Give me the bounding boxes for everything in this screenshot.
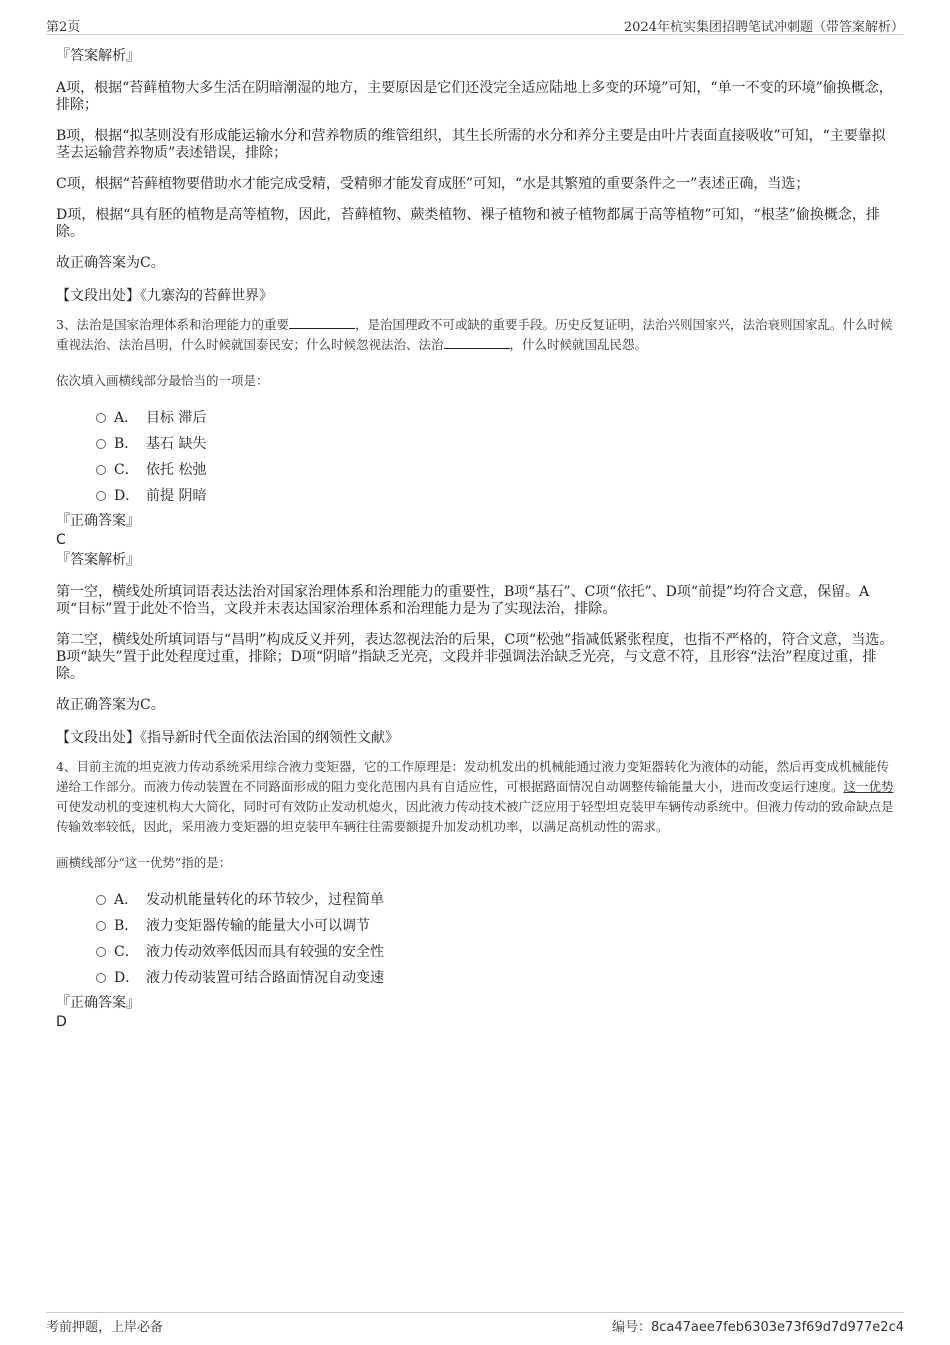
analysis-label: 『答案解析』 [56, 552, 140, 568]
analysis-para: 第一空，横线处所填词语表达法治对国家治理体系和治理能力的重要性，B项“基石”、C项“依托”、D项“前提”均符合文意，保留。A项“目标”置于此处不恰当，文段并未表达国家治理体系和治理能力是为了实现法治，排除。 [56, 584, 870, 617]
stem-part: ，什么时候就国乱民怨。 [509, 337, 648, 352]
source-citation: 【文段出处】《九寨沟的苔藓世界》 [56, 288, 273, 304]
option-list [56, 405, 896, 509]
option-d[interactable] [56, 483, 896, 509]
option-text: 液力传动装置可结合路面情况自动变速 [146, 970, 384, 986]
page-number: 第2页 [46, 20, 81, 35]
source-citation: 【文段出处】《指导新时代全面依法治国的纲领性文献》 [56, 730, 399, 746]
answer-label: 『正确答案』 [56, 513, 140, 529]
underlined-phrase: 这一优势 [843, 779, 894, 794]
analysis-para: C项，根据“苔藓植物要借助水才能完成受精，受精卵才能发育成胚”可知，“水是其繁殖的重要条件之一”表述正确，当选； [56, 176, 810, 192]
option-letter: D． [114, 970, 140, 986]
option-letter: A． [114, 892, 139, 908]
radio-icon[interactable] [96, 439, 106, 449]
fill-blank [444, 336, 510, 349]
document-body [56, 46, 896, 1031]
option-text: 前提 阴暗 [146, 488, 207, 504]
stem-part: 4、目前主流的坦克液力传动系统采用综合液力变矩器，它的工作原理是：发动机发出的机械能通过液力变矩器转化为液体的动能，然后再变成机械能传递给工作部分。而液力传动装置在不同路面形成的阻力变化范围内具有自适应性，可根据路面情况自动调整传输能量大小，进而改变运行速度。 [56, 759, 889, 794]
option-a[interactable] [56, 887, 896, 913]
option-text: 液力传动效率低因而具有较强的安全性 [146, 944, 384, 960]
option-b[interactable] [56, 913, 896, 939]
option-a[interactable] [56, 405, 896, 431]
option-text: 基石 缺失 [146, 436, 207, 452]
correct-answer: C [56, 532, 66, 548]
option-text: 液力变矩器传输的能量大小可以调节 [146, 918, 370, 934]
analysis-label: 『答案解析』 [56, 48, 140, 64]
stem-part: ，是治国理政不可或缺的重要手段。历史反复证明，法治兴则国家兴，法治衰则国家乱。什么时候重视法治、法治昌明，什么时候就国泰民安；什么时候忽视法治、法治 [56, 317, 893, 352]
option-text: 发动机能量转化的环节较少，过程简单 [146, 892, 384, 908]
option-letter: C． [114, 944, 139, 960]
page-header [46, 14, 904, 35]
radio-icon[interactable] [96, 973, 106, 983]
question-prompt: 画横线部分“这一优势”指的是： [56, 855, 232, 870]
question-stem [56, 315, 896, 355]
option-letter: A． [114, 410, 139, 426]
code-label: 编号： [611, 1320, 651, 1335]
question-prompt: 依次填入画横线部分最恰当的一项是： [56, 373, 269, 388]
stem-part: 3、法治是国家治理体系和治理能力的重要 [56, 317, 289, 332]
code-value: 8ca47aee7feb6303e73f69d7d977e2c4 [650, 1320, 904, 1335]
analysis-conclusion: 故正确答案为C。 [56, 255, 165, 271]
option-letter: D． [114, 488, 140, 504]
option-d[interactable] [56, 965, 896, 991]
option-c[interactable] [56, 939, 896, 965]
radio-icon[interactable] [96, 465, 106, 475]
analysis-para: 第二空，横线处所填词语与“昌明”构成反义并列，表达忽视法治的后果，C项“松弛”指减低紧张程度，也指不严格的，符合文意，当选。B项“缺失”置于此处程度过重，排除；D项“阴暗”指缺乏光亮，文段并非强调法治缺乏光亮，与文意不符，且形容“法治”程度过重，排除。 [56, 632, 894, 682]
option-letter: B． [114, 918, 139, 934]
option-text: 目标 滞后 [146, 410, 207, 426]
page-footer [46, 1312, 904, 1333]
document-code [612, 1316, 904, 1335]
question-stem [56, 757, 896, 837]
radio-icon[interactable] [96, 413, 106, 423]
stem-part: 可使发动机的变速机构大大简化，同时可有效防止发动机熄火，因此液力传动技术被广泛应用于轻型坦克装甲车辆传动系统中。但液力传动的致命缺点是传输效率较低，因此，采用液力变矩器的坦克装甲车辆往往需要额提升加发动机功率，以满足高机动性的需求。 [56, 799, 894, 834]
option-c[interactable] [56, 457, 896, 483]
option-letter: C． [114, 462, 139, 478]
analysis-para: B项，根据“拟茎则没有形成能运输水分和营养物质的维管组织，其生长所需的水分和养分主要是由叶片表面直接吸收”可知，“主要靠拟茎去运输营养物质”表述错误，排除； [56, 128, 886, 161]
answer-label: 『正确答案』 [56, 995, 140, 1011]
correct-answer: D [56, 1014, 67, 1030]
analysis-para: D项，根据“具有胚的植物是高等植物，因此，苔藓植物、蕨类植物、裸子植物和被子植物都属于高等植物”可知，“根茎”偷换概念，排除。 [56, 207, 880, 240]
analysis-conclusion: 故正确答案为C。 [56, 697, 165, 713]
footer-slogan: 考前押题，上岸必备 [46, 1320, 164, 1335]
option-b[interactable] [56, 431, 896, 457]
radio-icon[interactable] [96, 921, 106, 931]
document-title: 2024年杭实集团招聘笔试冲刺题（带答案解析） [623, 20, 904, 35]
analysis-para: A项，根据“苔藓植物大多生活在阴暗潮湿的地方，主要原因是它们还没完全适应陆地上多变的环境”可知，“单一不变的环境”偷换概念，排除； [56, 80, 893, 113]
radio-icon[interactable] [96, 895, 106, 905]
option-text: 依托 松弛 [146, 462, 207, 478]
radio-icon[interactable] [96, 491, 106, 501]
option-letter: B． [114, 436, 139, 452]
option-list [56, 887, 896, 991]
radio-icon[interactable] [96, 947, 106, 957]
fill-blank [289, 316, 355, 329]
